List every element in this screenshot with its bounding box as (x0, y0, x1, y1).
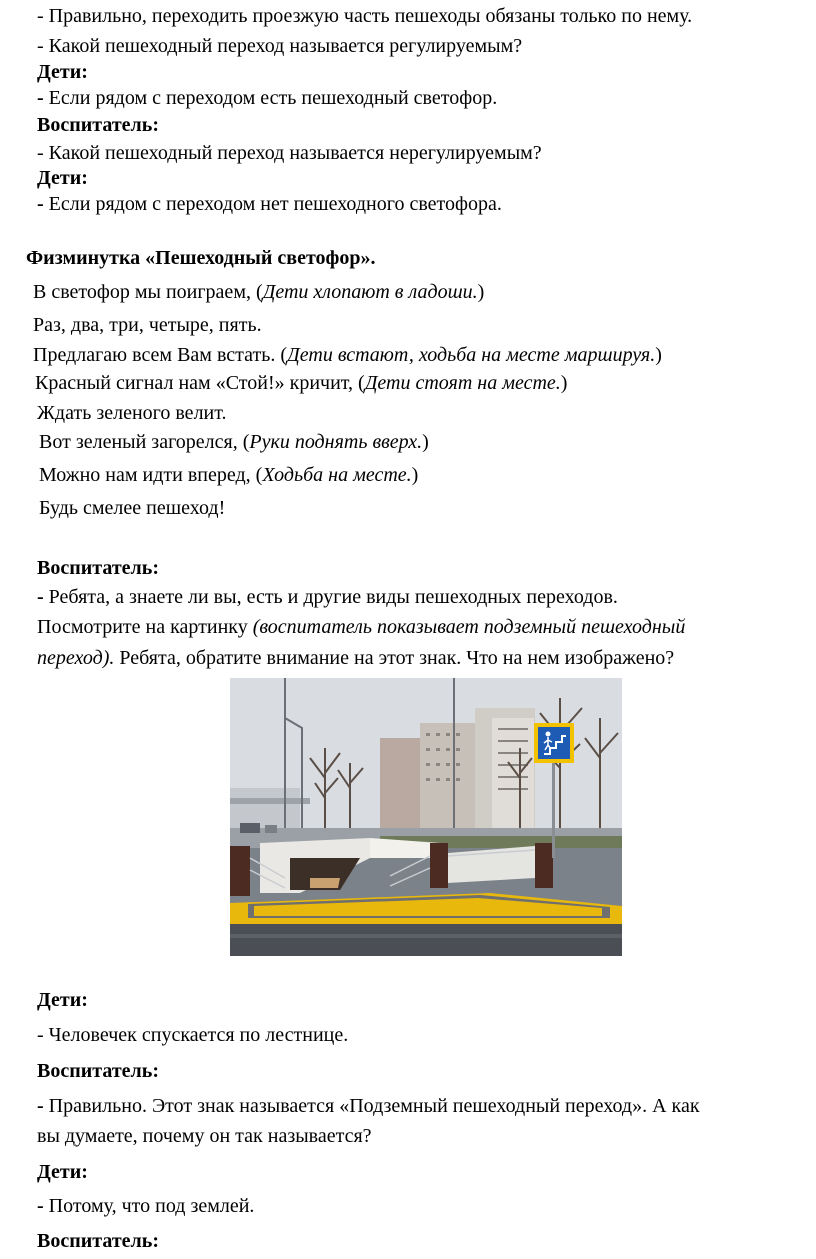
verse-line: Можно нам идти вперед, (Ходьба на месте.) (39, 464, 419, 486)
text-line: - Правильно, переходить проезжую часть пешеходы обязаны только по нему. (37, 5, 693, 27)
verse-line: Ждать зеленого велит. (37, 402, 227, 424)
speaker-label: Воспитатель: (37, 557, 159, 579)
text-line: переход). Ребята, обратите внимание на этот знак. Что на нем изображено? (37, 647, 675, 669)
speaker-label: Воспитатель: (37, 1060, 159, 1082)
verse-line: Предлагаю всем Вам встать. (Дети встают, ходьба на месте маршируя.) (33, 344, 662, 366)
text-line: - Человечек спускается по лестнице. (37, 1024, 349, 1046)
text-line: - Какой пешеходный переход называется нерегулируемым? (37, 142, 542, 164)
answer-text: Если рядом с переходом есть пешеходный светофор. (43, 87, 498, 109)
dash: - (37, 193, 44, 215)
speaker-label: Дети: (37, 61, 88, 83)
text-line: Посмотрите на картинку (воспитатель показывает подземный пешеходный (37, 616, 686, 638)
verse-line: Вот зеленый загорелся, (Руки поднять вверх.) (39, 431, 429, 453)
verse-line: Раз, два, три, четыре, пять. (33, 314, 262, 336)
dash: - (37, 87, 44, 109)
text-line: - Правильно. Этот знак называется «Подземный пешеходный переход». А как (37, 1095, 700, 1117)
verse-line: Будь смелее пешеход! (39, 497, 226, 519)
speaker-label: Дети: (37, 989, 88, 1011)
section-title: Физминутка «Пешеходный светофор». (26, 247, 376, 269)
text-line: вы думаете, почему он так называется? (37, 1125, 372, 1147)
underground-crossing-photo (230, 678, 622, 956)
speaker-label: Воспитатель: (37, 114, 159, 136)
speaker-label: Дети: (37, 1161, 88, 1183)
speaker-label: Дети: (37, 167, 88, 189)
text-line: - Ребята, а знаете ли вы, есть и другие виды пешеходных переходов. (37, 586, 618, 608)
verse-line: В светофор мы поиграем, (Дети хлопают в ладоши.) (33, 281, 485, 303)
text-line: - Какой пешеходный переход называется регулируемым? (37, 35, 523, 57)
text-line: - Потому, что под землей. (37, 1195, 255, 1217)
verse-line: Красный сигнал нам «Стой!» кричит, (Дети стоят на месте.) (35, 372, 568, 394)
speaker-label: Воспитатель: (37, 1230, 159, 1252)
text-line (37, 192, 502, 216)
answer-text: Если рядом с переходом нет пешеходного светофора. (43, 193, 502, 215)
text-line (37, 86, 497, 110)
